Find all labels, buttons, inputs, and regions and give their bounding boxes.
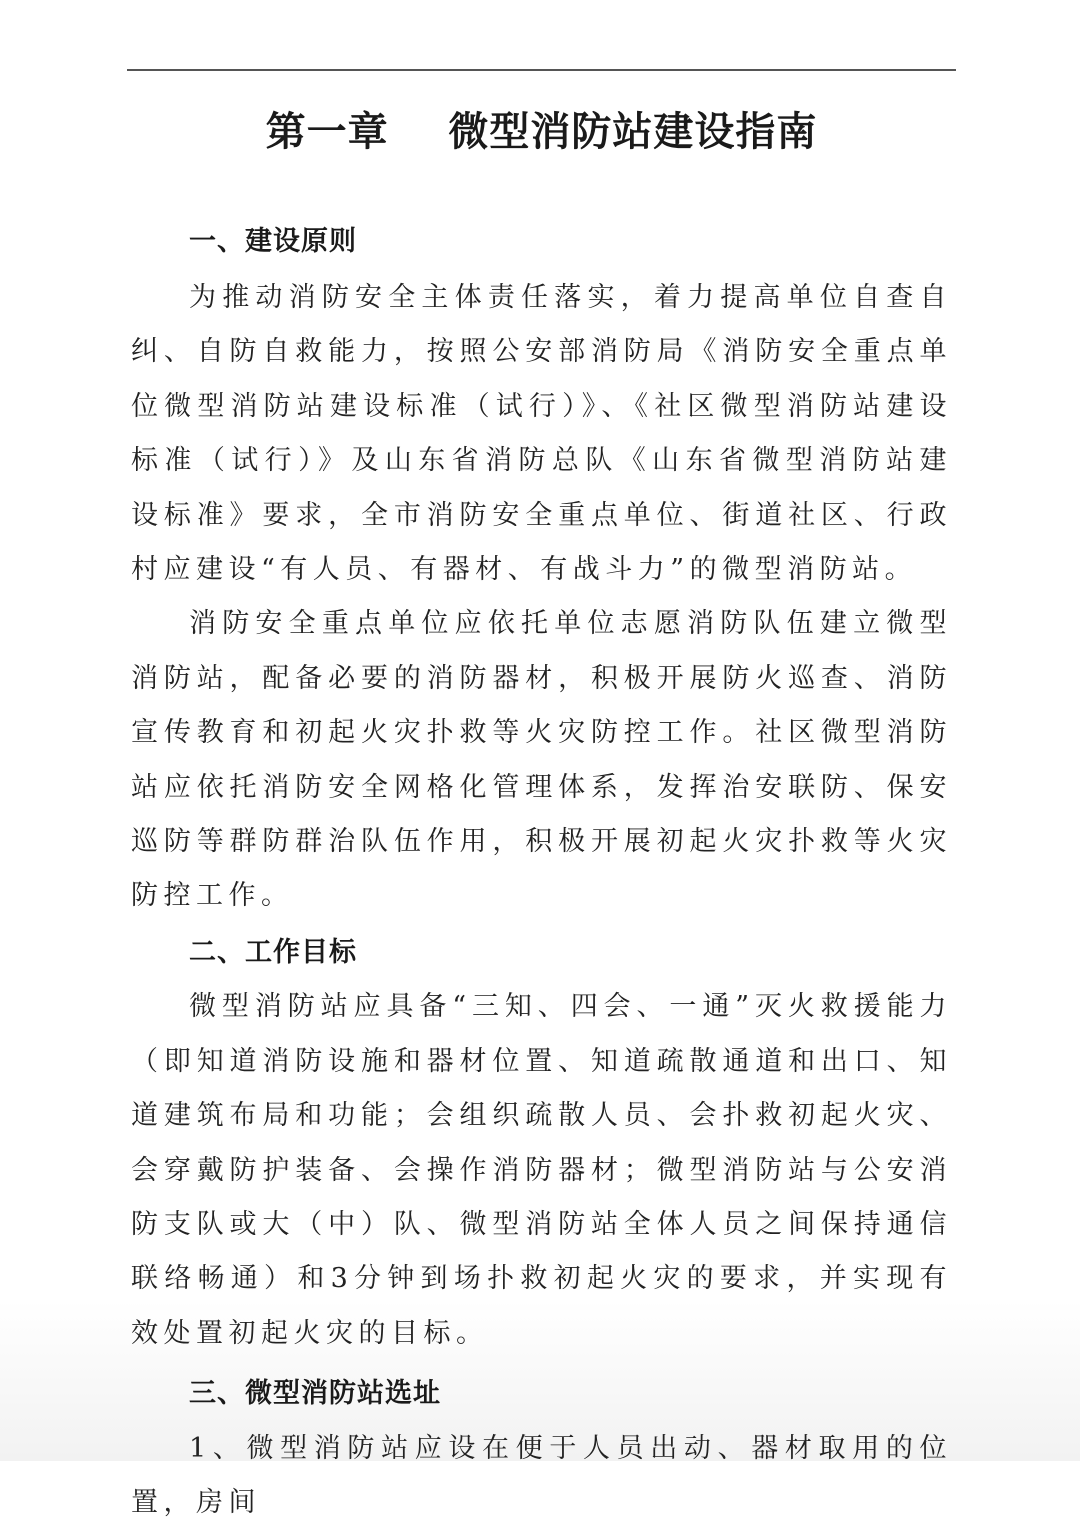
chapter-title: 第一章 微型消防站建设指南	[265, 108, 818, 155]
paragraph: 1、微型消防站应设在便于人员出动、器材取用的位置，房间	[131, 1432, 952, 1518]
section-heading-site-selection: 三、微型消防站选址	[189, 1378, 441, 1410]
paragraph: 微型消防站应具备“三知、四会、一通”灭火救援能力（即知道消防设施和器材位置、知道疏散通道和出口、知道建筑布局和功能；会组织疏散人员、会扑救初起火灾、会穿戴防护装备、会操作消防器材；微型消防站与公安消防支队或大（中）队、微型消防站全体人员之间保持通信联络畅通）和3分钟到场扑救初起火灾的要求，并实现有效处置初起火灾的目标。	[131, 991, 952, 1349]
header-rule	[127, 69, 956, 71]
paragraph: 为推动消防安全主体责任落实，着力提高单位自查自纠、自防自救能力，按照公安部消防局《消防安全重点单位微型消防站建设标准（试行）》、《社区微型消防站建设标准（试行）》及山东省消防总队《山东省微型消防站建设标准》要求，全市消防安全重点单位、街道社区、行政村应建设“有人员、有器材、有战斗力”的微型消防站。	[131, 282, 952, 586]
paragraph: 消防安全重点单位应依托单位志愿消防队伍建立微型消防站，配备必要的消防器材，积极开展防火巡查、消防宣传教育和初起火灾扑救等火灾防控工作。社区微型消防站应依托消防安全网格化管理体系，发挥治安联防、保安巡防等群防群治队伍作用，积极开展初起火灾扑救等火灾防控工作。	[131, 608, 952, 912]
section-heading-principles: 一、建设原则	[189, 226, 357, 257]
document-body	[131, 215, 952, 1530]
section-heading-goals: 二、工作目标	[189, 936, 357, 968]
